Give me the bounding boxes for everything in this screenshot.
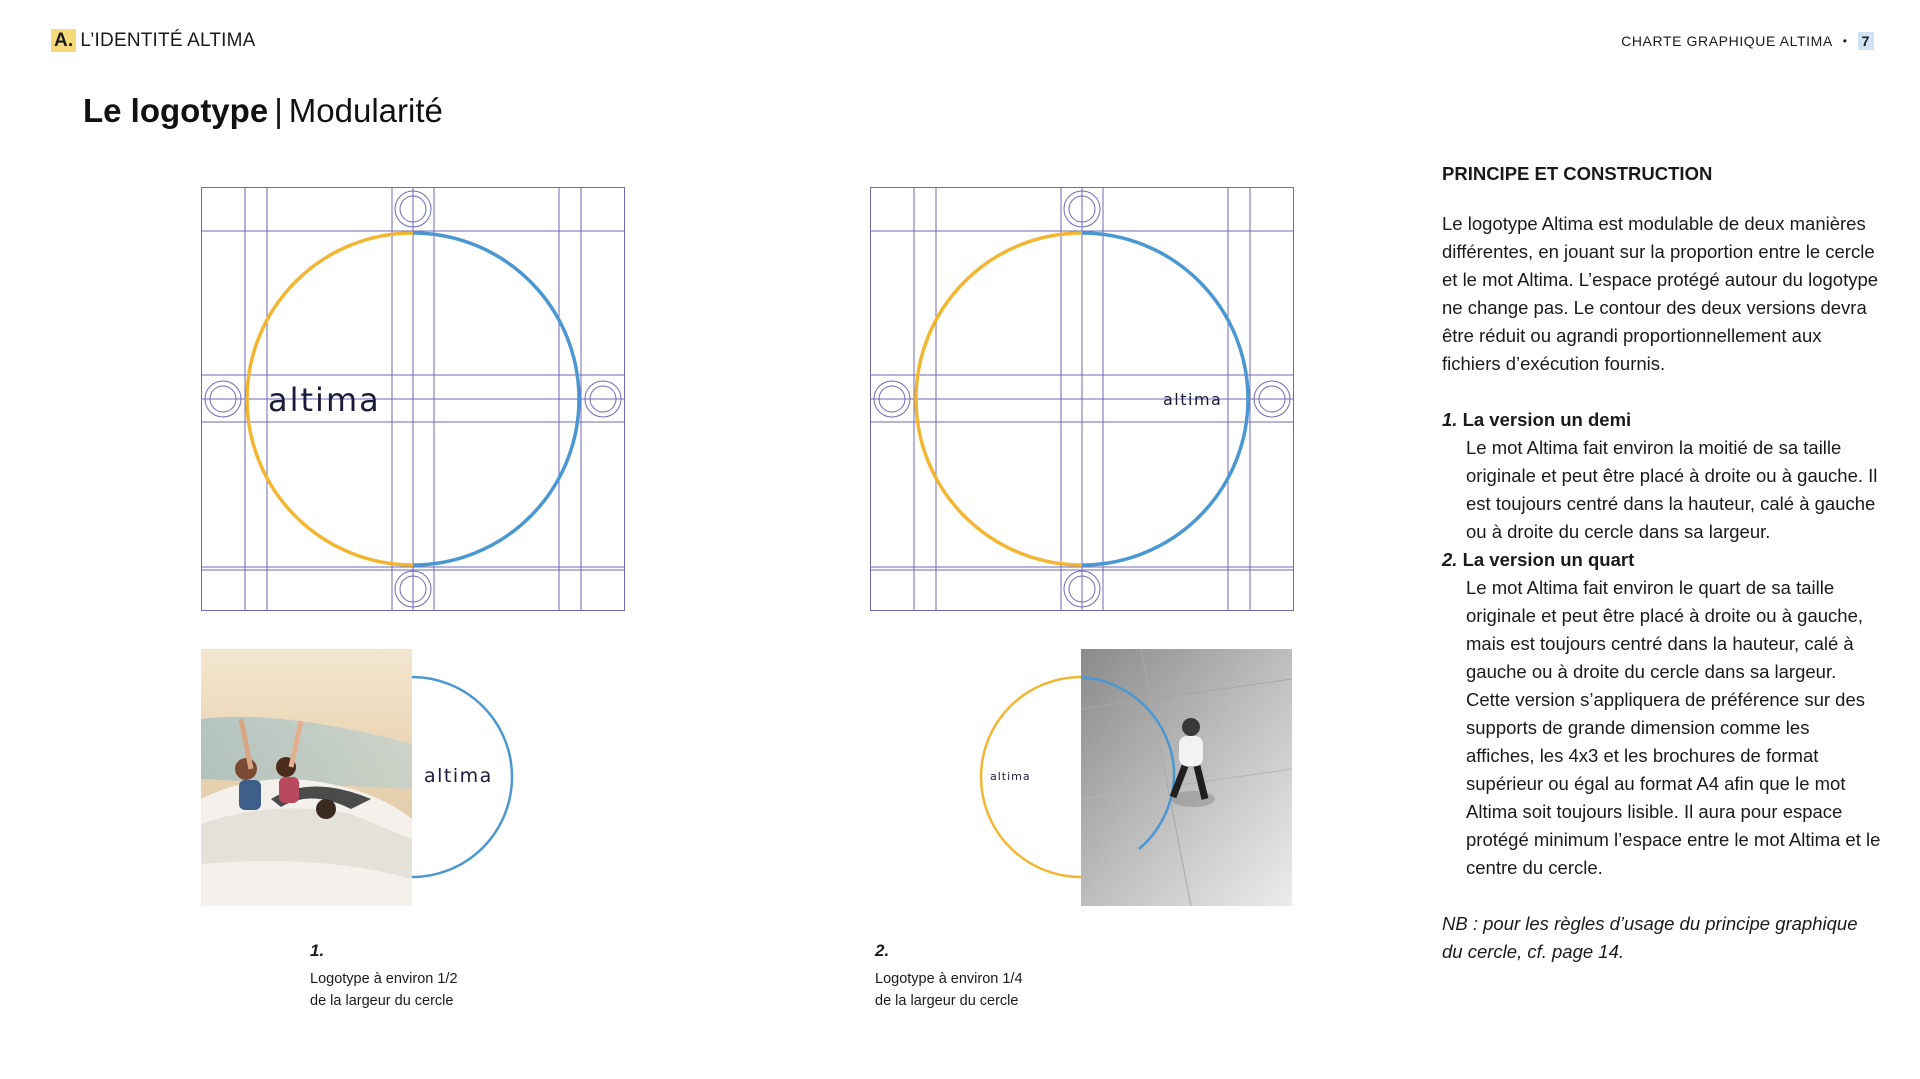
- figure-1-caption-line2: de la largeur du cercle: [310, 993, 454, 1009]
- version-1-text: Le mot Altima fait environ la moitié de sa taille originale et peut être placé à droite ou à gauche. Il est toujours centré dans la hauteur, calé à gauche ou à droite du cercle dans sa largeur.: [1466, 437, 1878, 542]
- page-number: 7: [1858, 32, 1874, 50]
- figure-1-caption-line1: Logotype à environ 1/2: [310, 971, 458, 987]
- version-2-text: Le mot Altima fait environ le quart de sa taille originale et peut être placé à droite ou à gauche, mais est toujours centré dans la hauteur, calé à gauche ou à droite du cercle dans sa largeur.: [1466, 577, 1864, 682]
- figure-2-caption-line2: de la largeur du cercle: [875, 993, 1019, 1009]
- construction-grid: [201, 187, 625, 611]
- altima-logotype-example-half: altima: [424, 765, 493, 787]
- page-title-bold: Le logotype: [83, 92, 269, 129]
- version-2-usage-text: Cette version s’appliquera de préférence sur des supports de grande dimension comme les affiches, les 4x3 et les brochures de format supérieur ou égal au format A4 afin que le mot Altima soit toujours lisible. Il aura pour espace protégé minimum l’espace entre le mot Altima et le centre du cercle.: [1466, 689, 1881, 878]
- document-title: CHARTE GRAPHIQUE ALTIMA: [1621, 33, 1833, 49]
- altima-logotype-example-quarter: altima: [990, 770, 1031, 783]
- section-tag: [51, 29, 256, 52]
- figure-1-number: 1.: [310, 941, 325, 960]
- version-2-heading: [1442, 546, 1882, 574]
- page-title-light: Modularité: [288, 92, 443, 129]
- section-title: L’IDENTITÉ ALTIMA: [80, 29, 256, 51]
- version-2-number: 2.: [1442, 549, 1458, 570]
- nb-note: NB : pour les règles d’usage du principe graphique du cercle, cf. page 14.: [1442, 913, 1858, 962]
- figure-2-caption-line1: Logotype à environ 1/4: [875, 971, 1023, 987]
- altima-logotype-large: altima: [268, 381, 381, 419]
- document-header: [1621, 32, 1874, 50]
- principle-intro: Le logotype Altima est modulable de deux manières différentes, en jouant sur la proportion entre le cercle et le mot Altima. L’espace protégé autour du logotype ne change pas. Le contour des deux versions devra être réduit ou agrandi proportionnellement aux fichiers d’exécution fournis.: [1442, 213, 1879, 374]
- construction-diagram-quarter: [870, 187, 1294, 611]
- altima-logotype-small: altima: [1163, 390, 1223, 409]
- principle-text-column: [1442, 160, 1882, 966]
- version-1-number: 1.: [1442, 409, 1458, 430]
- version-2-title: La version un quart: [1462, 549, 1635, 570]
- header-separator: •: [1842, 34, 1848, 48]
- page-title-separator: |: [274, 92, 283, 129]
- man-walking-photo: [1081, 649, 1292, 906]
- construction-grid: [870, 187, 1294, 611]
- page-title: [83, 92, 443, 130]
- version-1-title: La version un demi: [1462, 409, 1632, 430]
- figure-1-caption: [310, 968, 458, 1012]
- convertible-car-photo: [201, 649, 412, 906]
- figure-2-caption: [875, 968, 1023, 1012]
- figure-2-number: 2.: [875, 941, 890, 960]
- section-letter: A.: [51, 29, 76, 52]
- construction-diagram-half: [201, 187, 625, 611]
- version-1-heading: [1442, 406, 1882, 434]
- principle-heading: PRINCIPE ET CONSTRUCTION: [1442, 163, 1713, 184]
